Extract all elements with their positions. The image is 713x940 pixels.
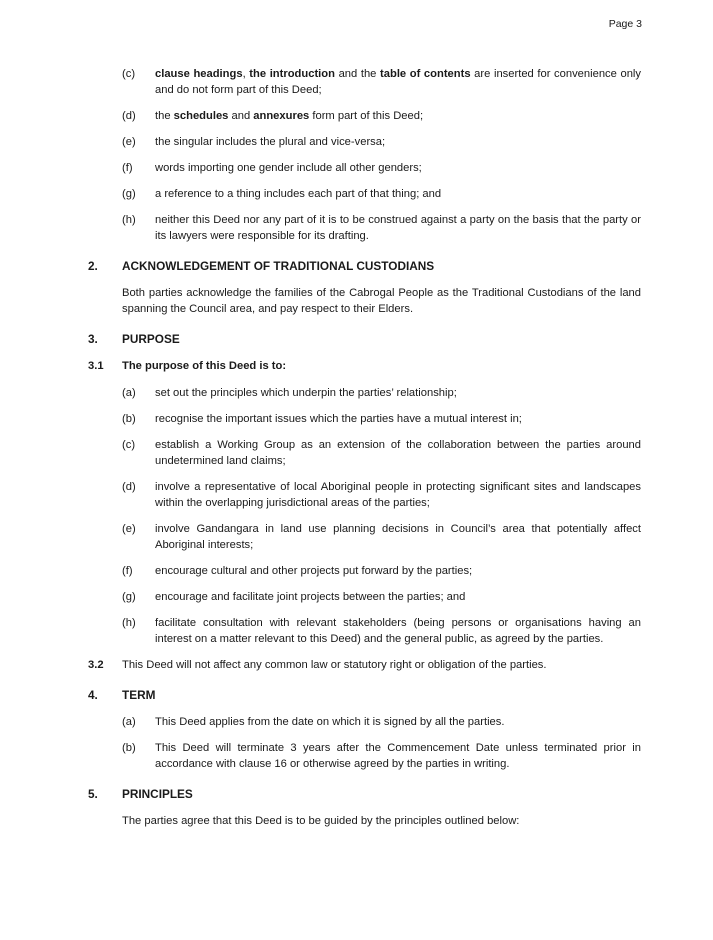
item-text: a reference to a thing includes each part of that thing; and bbox=[155, 188, 442, 200]
section-paragraph bbox=[88, 285, 641, 317]
list-item bbox=[88, 212, 641, 244]
section-number: 3. bbox=[88, 332, 98, 346]
list-item bbox=[88, 160, 641, 176]
item-label: (b) bbox=[122, 413, 136, 425]
item-label: (c) bbox=[122, 68, 136, 80]
list-item bbox=[88, 437, 641, 469]
list-item bbox=[88, 714, 641, 730]
list-item bbox=[88, 615, 641, 647]
item-label: (b) bbox=[122, 742, 136, 754]
list-item bbox=[88, 411, 641, 427]
list-item bbox=[88, 563, 641, 579]
item-text: clause headings, the introduction and the table of contents are inserted for convenience only and do not form part of this Deed; bbox=[155, 68, 642, 96]
section-heading bbox=[88, 786, 641, 802]
item-label: (e) bbox=[122, 523, 136, 535]
document-body bbox=[88, 66, 641, 829]
clause-3-1 bbox=[88, 358, 641, 374]
section-paragraph bbox=[88, 813, 641, 829]
item-text: set out the principles which underpin the parties’ relationship; bbox=[155, 387, 457, 399]
item-label: (a) bbox=[122, 716, 136, 728]
section-heading bbox=[88, 687, 641, 703]
section-title: TERM bbox=[122, 688, 156, 702]
section-title: PURPOSE bbox=[122, 332, 180, 346]
item-text: involve a representative of local Aboriginal people in protecting significant sites and landscapes within the overlapping jurisdictional areas of the parties; bbox=[155, 481, 641, 509]
item-label: (a) bbox=[122, 387, 136, 399]
item-text: establish a Working Group as an extension of the collaboration between the parties around undetermined land claims; bbox=[155, 439, 641, 467]
section-number: 5. bbox=[88, 787, 98, 801]
item-label: (g) bbox=[122, 188, 136, 200]
list-item bbox=[88, 589, 641, 605]
item-label: (h) bbox=[122, 214, 136, 226]
list-item bbox=[88, 186, 641, 202]
item-text: encourage and facilitate joint projects between the parties; and bbox=[155, 591, 466, 603]
item-text: neither this Deed nor any part of it is to be construed against a party on the basis that the party or its lawyers were responsible for its drafting. bbox=[155, 214, 641, 242]
item-text: involve Gandangara in land use planning decisions in Council’s area that potentially affect Aboriginal interests; bbox=[155, 523, 641, 551]
section-heading bbox=[88, 331, 641, 347]
list-item bbox=[88, 740, 641, 772]
clause-number: 3.1 bbox=[88, 360, 104, 372]
clause-text: The purpose of this Deed is to: bbox=[122, 360, 287, 372]
list-item bbox=[88, 66, 641, 98]
section-title: ACKNOWLEDGEMENT OF TRADITIONAL CUSTODIANS bbox=[122, 259, 435, 273]
list-item bbox=[88, 385, 641, 401]
item-label: (g) bbox=[122, 591, 136, 603]
item-label: (e) bbox=[122, 136, 136, 148]
list-item bbox=[88, 479, 641, 511]
item-text: This Deed applies from the date on which it is signed by all the parties. bbox=[155, 716, 505, 728]
clause-number: 3.2 bbox=[88, 659, 104, 671]
section-number: 2. bbox=[88, 259, 98, 273]
list-item bbox=[88, 134, 641, 150]
item-text: This Deed will terminate 3 years after the Commencement Date unless terminated prior in accordance with clause 16 or otherwise agreed by the parties in writing. bbox=[155, 742, 641, 770]
item-text: the schedules and annexures form part of this Deed; bbox=[155, 110, 424, 122]
page-number: Page 3 bbox=[608, 18, 642, 30]
item-text: recognise the important issues which the parties have a mutual interest in; bbox=[155, 413, 522, 425]
item-label: (c) bbox=[122, 439, 136, 451]
section-heading bbox=[88, 258, 641, 274]
paragraph-text: The parties agree that this Deed is to be guided by the principles outlined below: bbox=[122, 815, 520, 827]
item-text: words importing one gender include all other genders; bbox=[155, 162, 422, 174]
item-label: (f) bbox=[122, 162, 133, 174]
list-item bbox=[88, 521, 641, 553]
paragraph-text: Both parties acknowledge the families of the Cabrogal People as the Traditional Custodians of the land spanning the Council area, and pay respect to their Elders. bbox=[122, 287, 641, 315]
item-label: (d) bbox=[122, 110, 136, 122]
item-text: the singular includes the plural and vice-versa; bbox=[155, 136, 386, 148]
section-number: 4. bbox=[88, 688, 98, 702]
item-text: encourage cultural and other projects put forward by the parties; bbox=[155, 565, 473, 577]
section-title: PRINCIPLES bbox=[122, 787, 193, 801]
item-label: (f) bbox=[122, 565, 133, 577]
list-item bbox=[88, 108, 641, 124]
item-label: (h) bbox=[122, 617, 136, 629]
item-label: (d) bbox=[122, 481, 136, 493]
item-text: facilitate consultation with relevant stakeholders (being persons or organisations having an interest on a matter relevant to this Deed) and the general public, as agreed by the parties. bbox=[155, 617, 641, 645]
clause-text: This Deed will not affect any common law or statutory right or obligation of the parties. bbox=[122, 659, 547, 671]
clause-3-2 bbox=[88, 657, 641, 673]
